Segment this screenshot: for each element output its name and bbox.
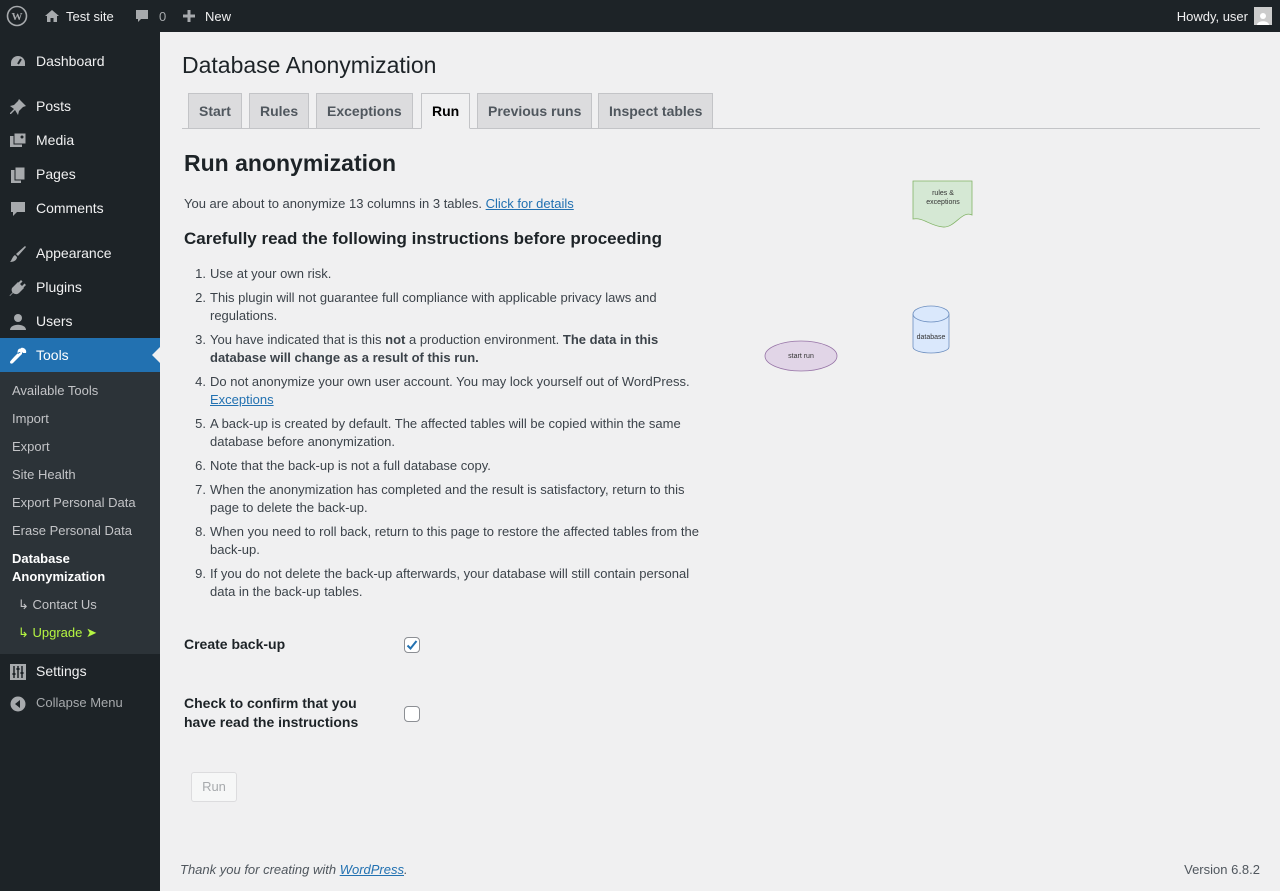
sidebar-item-media[interactable] [0, 123, 160, 157]
sidebar-item-plugins[interactable] [0, 270, 160, 304]
instruction-number: 4. [195, 374, 206, 389]
site-name-link[interactable] [44, 0, 114, 32]
footer-thanks-prefix: Thank you for creating with [180, 862, 340, 877]
tab-inspect-tables[interactable]: Inspect tables [598, 93, 713, 129]
wordpress-link[interactable]: WordPress [339, 862, 404, 877]
footer-thanks [180, 862, 408, 877]
sidebar-item-tools[interactable] [0, 338, 160, 372]
confirm-checkbox[interactable] [404, 706, 420, 722]
new-label: New [205, 8, 232, 24]
sidebar-item-dashboard[interactable] [0, 44, 160, 78]
checkmark-icon [405, 638, 419, 652]
instruction-number: 2. [195, 290, 206, 305]
pin-icon [9, 98, 27, 116]
submenu-export[interactable]: Export [12, 439, 50, 454]
instruction-text: Use at your own risk. [210, 266, 332, 281]
instructions-heading: Carefully read the following instructions before proceeding [184, 229, 662, 248]
comment-bubble-icon [134, 8, 150, 24]
tab-previous-runs[interactable]: Previous runs [477, 93, 592, 129]
instruction-text: Do not anonymize your own user account. You may lock yourself out of WordPress. [210, 374, 690, 389]
create-backup-label: Create back-up [184, 636, 286, 652]
submenu-upgrade[interactable]: ↳ Upgrade ➤ [18, 625, 97, 640]
instruction-text: If you do not delete the back-up afterwards, your database will still contain personal data in the back-up tables. [210, 566, 690, 599]
intro-text [184, 196, 574, 211]
comments-icon [9, 200, 27, 218]
instruction-number: 3. [195, 332, 206, 347]
sidebar-item-posts[interactable] [0, 89, 160, 123]
submenu-erase-personal-data[interactable]: Erase Personal Data [12, 523, 132, 538]
sidebar-item-label: Pages [36, 166, 76, 182]
submenu-available-tools[interactable]: Available Tools [12, 383, 99, 398]
sidebar-item-label: Dashboard [36, 53, 105, 69]
tab-run[interactable]: Run [421, 93, 470, 129]
sidebar-item-label: Users [36, 313, 73, 329]
media-icon [9, 132, 27, 150]
doc-label-line2: exceptions [926, 199, 960, 206]
sidebar-item-settings[interactable] [0, 654, 160, 688]
instruction-number: 7. [195, 482, 206, 497]
process-diagram [760, 172, 1000, 392]
database-label: database [916, 334, 946, 341]
sidebar-item-label: Posts [36, 98, 72, 114]
doc-label-line1: rules & [932, 190, 954, 197]
instruction-text: When the anonymization has completed and the result is satisfactory, return to this page to delete the back-up. [210, 482, 685, 515]
instruction-item [184, 373, 709, 409]
submenu-export-personal-data[interactable]: Export Personal Data [12, 495, 136, 510]
instruction-number: 8. [195, 524, 206, 539]
user-silhouette-icon [1256, 11, 1270, 25]
dashboard-icon [9, 53, 27, 71]
home-icon [44, 8, 60, 24]
new-content-link[interactable] [182, 0, 231, 32]
pages-icon [9, 166, 27, 184]
users-icon [9, 313, 27, 331]
admin-bar [0, 0, 1280, 32]
sidebar-item-comments[interactable] [0, 191, 160, 225]
instruction-emphasis: The data in this database will change as a result of this run. [210, 332, 659, 365]
account-menu[interactable] [1177, 0, 1272, 32]
details-link[interactable]: Click for details [485, 196, 574, 211]
svg-text:W: W [11, 11, 23, 23]
confirm-label: Check to confirm that you have read the instructions [184, 695, 359, 730]
sidebar-item-label: Tools [36, 347, 69, 363]
sidebar-item-label: Settings [36, 663, 87, 679]
instruction-item [184, 481, 709, 517]
page-title: Database Anonymization [182, 52, 437, 78]
tab-rules[interactable]: Rules [249, 93, 309, 129]
tab-start[interactable]: Start [188, 93, 242, 129]
plus-icon [182, 9, 196, 23]
collapse-menu-label: Collapse Menu [36, 695, 123, 710]
instruction-number: 1. [195, 266, 206, 281]
footer-version: Version 6.8.2 [1184, 862, 1260, 877]
instruction-text: Note that the back-up is not a full database copy. [210, 458, 491, 473]
settings-icon [9, 663, 27, 681]
sidebar-item-label: Media [36, 132, 75, 148]
footer-thanks-suffix: . [404, 862, 408, 877]
instruction-item [184, 415, 709, 451]
instruction-item [184, 289, 709, 325]
wrench-icon [9, 347, 27, 365]
create-backup-checkbox[interactable] [404, 637, 420, 653]
howdy-text: Howdy, user [1176, 8, 1248, 24]
sidebar-item-label: Comments [36, 200, 104, 216]
avatar [1254, 7, 1272, 25]
sidebar-item-label: Appearance [36, 245, 112, 261]
sidebar-item-label: Plugins [36, 279, 82, 295]
database-cylinder-shape [913, 306, 949, 353]
submenu-site-health[interactable]: Site Health [12, 467, 76, 482]
instructions-list [184, 265, 709, 607]
instruction-text: A back-up is created by default. The affected tables will be copied within the same database before anonymization. [210, 416, 681, 449]
brush-icon [9, 245, 27, 263]
instruction-number: 6. [195, 458, 206, 473]
submenu-contact-us[interactable]: ↳ Contact Us [18, 597, 97, 612]
site-name: Test site [66, 8, 114, 24]
instruction-item [184, 565, 709, 601]
instruction-item [184, 265, 709, 283]
collapse-menu-button[interactable] [0, 688, 160, 718]
intro-summary: You are about to anonymize 13 columns in 3 tables. [184, 196, 482, 211]
instruction-text: a production environment. [405, 332, 563, 347]
nav-tabs [182, 93, 1260, 129]
run-button[interactable]: Run [191, 772, 237, 802]
instruction-item [184, 331, 709, 367]
wordpress-logo-icon[interactable] [6, 0, 28, 32]
instruction-item [184, 457, 709, 475]
section-heading: Run anonymization [184, 150, 397, 176]
instruction-emphasis: not [385, 332, 406, 347]
comments-link[interactable] [134, 0, 166, 32]
instruction-text: When you need to roll back, return to this page to restore the affected tables from the back-up. [210, 524, 699, 557]
collapse-arrow-icon [10, 696, 26, 712]
main-content [160, 32, 1280, 891]
instruction-item [184, 523, 709, 559]
submenu-import[interactable]: Import [12, 411, 49, 426]
tab-exceptions[interactable]: Exceptions [316, 93, 413, 129]
instruction-text: This plugin will not guarantee full compliance with applicable privacy laws and regulations. [210, 290, 657, 323]
sidebar-item-appearance[interactable] [0, 236, 160, 270]
plug-icon [9, 279, 27, 297]
instruction-number: 5. [195, 416, 206, 431]
exceptions-link[interactable]: Exceptions [210, 392, 274, 407]
instruction-number: 9. [195, 566, 206, 581]
instruction-text: You have indicated that is this [210, 332, 386, 347]
tools-submenu [0, 372, 160, 654]
sidebar-item-pages[interactable] [0, 157, 160, 191]
submenu-database-anonymization[interactable]: Database Anonymization [12, 551, 106, 584]
admin-sidebar [0, 32, 160, 891]
start-run-label: start run [788, 353, 814, 360]
comments-count: 0 [159, 8, 167, 24]
sidebar-item-users[interactable] [0, 304, 160, 338]
